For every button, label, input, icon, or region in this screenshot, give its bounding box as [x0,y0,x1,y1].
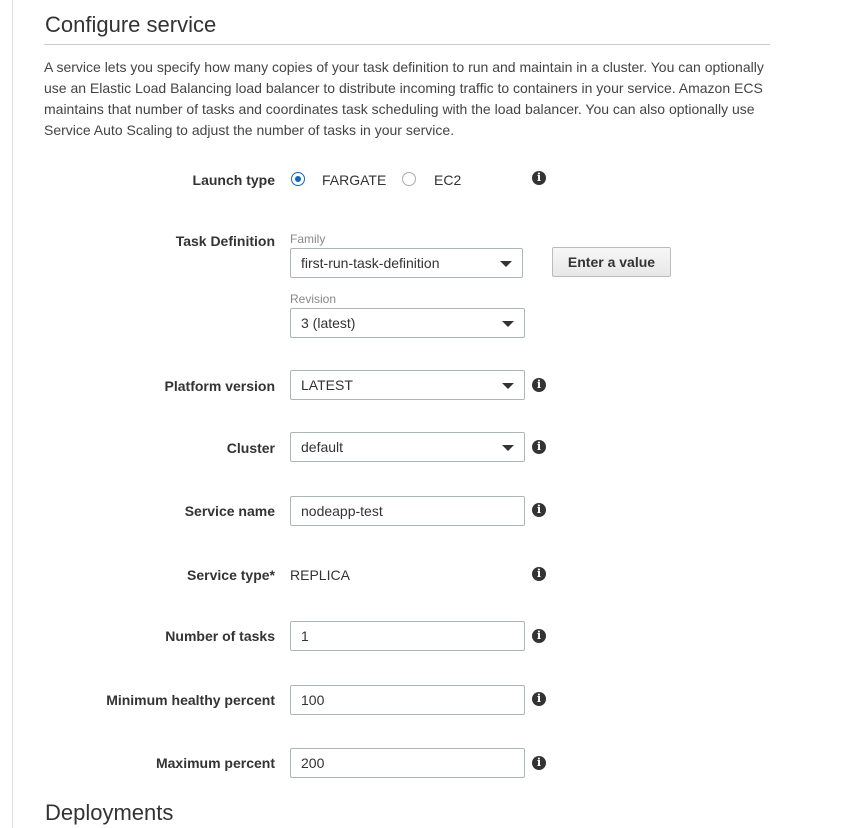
chevron-down-icon [500,261,512,267]
revision-label: Revision [290,292,337,306]
ec2-radio-label[interactable]: EC2 [434,172,462,188]
service-type-value: REPLICA [290,567,350,583]
info-icon[interactable]: i [532,692,546,706]
min-healthy-percent-input[interactable]: 100 [290,685,525,715]
info-icon[interactable]: i [532,378,546,392]
task-definition-label: Task Definition [175,233,275,249]
fargate-radio-label[interactable]: FARGATE [322,172,387,188]
revision-select[interactable] [290,308,525,338]
enter-value-button[interactable]: Enter a value [552,247,671,277]
ec2-radio[interactable] [402,172,416,186]
title-divider [44,44,770,45]
max-percent-label: Maximum percent [155,755,275,771]
info-icon[interactable]: i [532,503,546,517]
family-label: Family [290,232,326,246]
platform-version-value: LATEST [301,377,353,393]
revision-select-value: 3 (latest) [301,315,356,331]
page-title: Configure service [45,12,217,37]
info-icon[interactable]: i [532,567,546,581]
cluster-label: Cluster [226,440,275,456]
section-description: A service lets you specify how many copies of your task definition to run and maintain in a cluster. You can optionally use an Elastic Load Balancing load balancer to distribute incoming traffic to containers in your service. Amazon ECS maintains that number of tasks and coordinates task scheduling with the load balancer. You can also optionally use Service Auto Scaling to adjust the number of tasks in your service. [44,59,764,138]
number-of-tasks-input[interactable]: 1 [290,621,525,651]
min-healthy-percent-label: Minimum healthy percent [106,692,275,708]
chevron-down-icon [502,321,514,327]
chevron-down-icon [502,383,514,389]
info-icon[interactable]: i [532,440,546,454]
family-select[interactable] [290,248,523,278]
cluster-select[interactable] [290,432,525,462]
info-icon[interactable]: i [532,171,546,185]
deployments-title: Deployments [45,800,174,825]
left-border [12,0,13,828]
fargate-radio[interactable] [291,172,305,186]
platform-version-select[interactable] [290,370,525,400]
platform-version-label: Platform version [164,378,275,394]
family-select-value: first-run-task-definition [301,255,440,271]
info-icon[interactable]: i [532,756,546,770]
launch-type-label: Launch type [192,172,275,188]
info-icon[interactable]: i [532,629,546,643]
chevron-down-icon [502,445,514,451]
max-percent-input[interactable]: 200 [290,748,525,778]
number-of-tasks-label: Number of tasks [165,628,275,644]
cluster-select-value: default [301,439,344,455]
service-type-label: Service type* [187,567,275,583]
service-name-input[interactable]: nodeapp-test [290,496,525,526]
service-name-label: Service name [184,503,275,519]
